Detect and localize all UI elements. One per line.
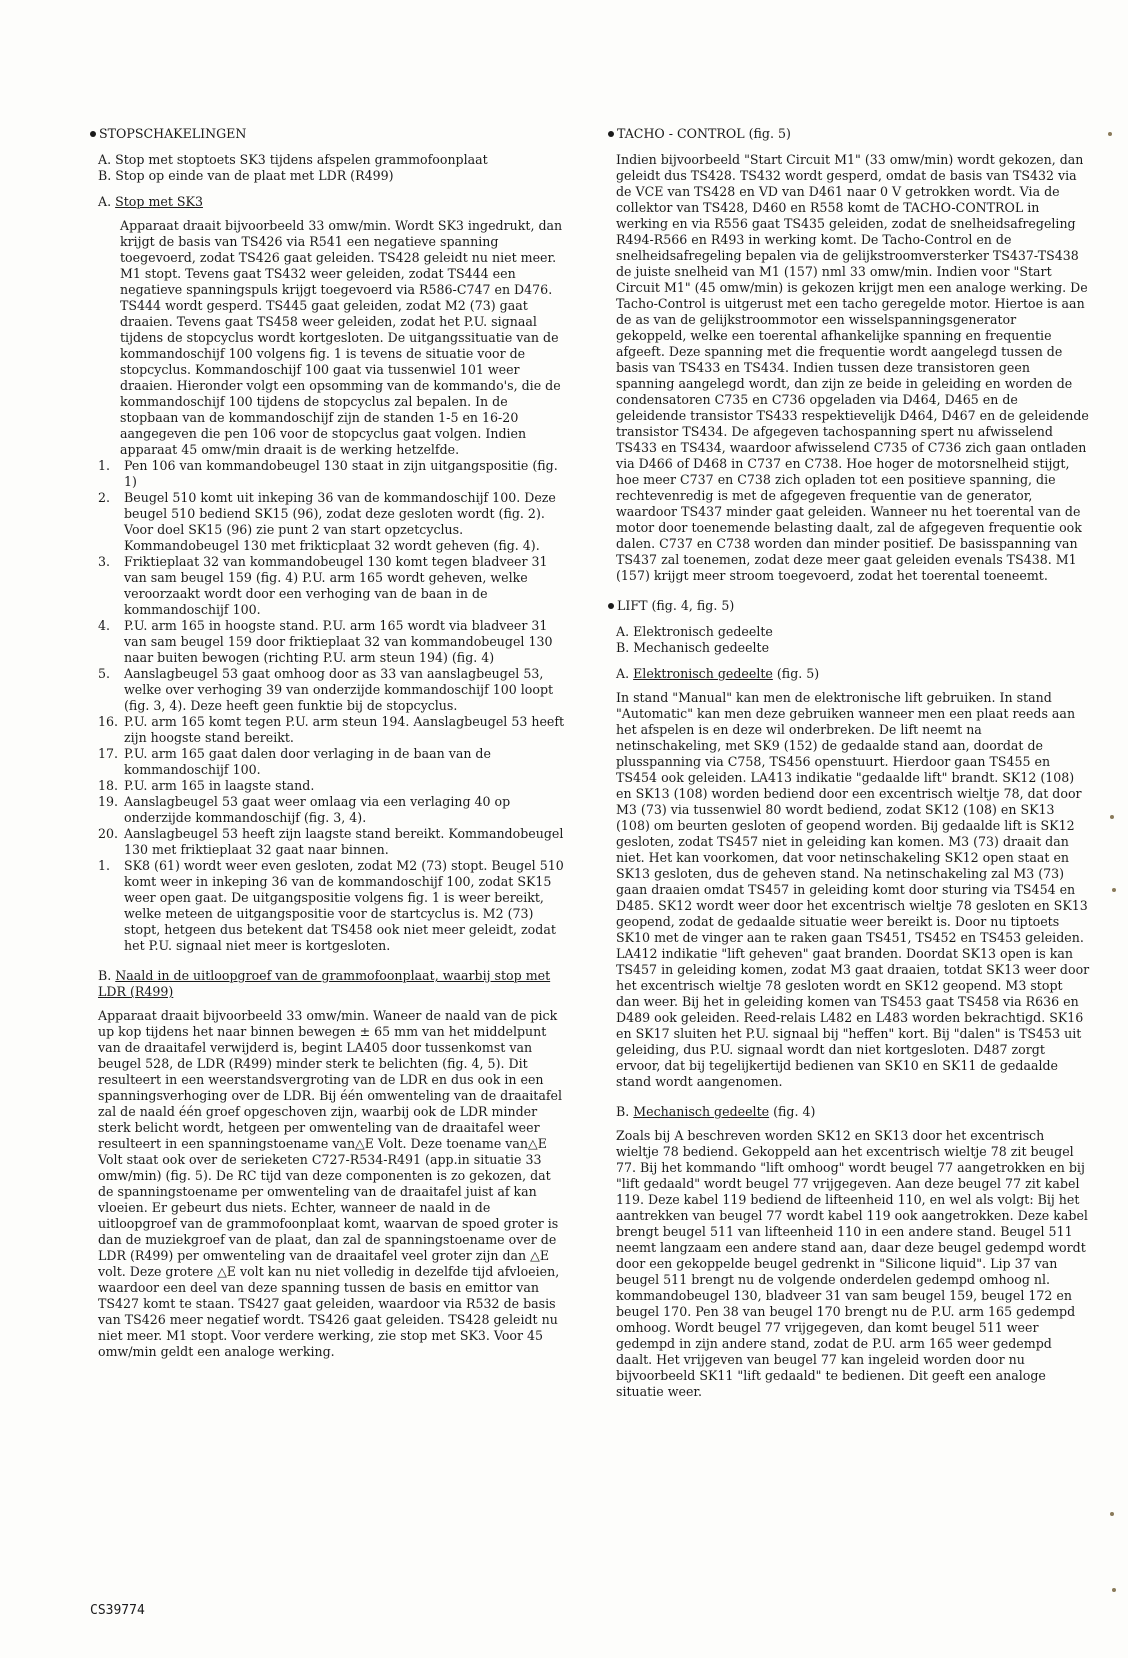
- subheading-lift-elektronisch: A. Elektronisch gedeelte (fig. 5): [616, 666, 820, 681]
- step-item: 20. Aanslagbeugel 53 heeft zijn laagste stand bereikt. Kommandobeugel 130 met friktieplaat 32 gaat naar binnen.: [98, 826, 564, 857]
- bullet-icon: [608, 603, 614, 609]
- scan-speck: [1110, 1512, 1114, 1516]
- list-item: A. Elektronisch gedeelte: [616, 624, 773, 639]
- step-item: 3. Friktieplaat 32 van kommandobeugel 130 komt tegen bladveer 31 van sam beugel 159 (fig. 4) P.U. arm 165 wordt geheven, welke veroorzaakt wordt door een verhoging van de baan in de kommandoschijf 100.: [98, 554, 548, 617]
- step-item: 17. P.U. arm 165 gaat dalen door verlaging in de baan van de kommandoschijf 100.: [98, 746, 491, 777]
- bullet-icon: [90, 131, 96, 137]
- step-item: 19. Aanslagbeugel 53 gaat weer omlaag via een verlaging 40 op onderzijde kommandoschijf (fig. 3, 4).: [98, 794, 511, 825]
- scan-speck: [1108, 132, 1112, 136]
- step-item: 5. Aanslagbeugel 53 gaat omhoog door as 33 van aanslagbeugel 53, welke over verhoging 39 van onderzijde kommandoschijf 100 loopt (fig. 3, 4). Deze heeft geen funktie bij de stopcyclus.: [98, 666, 554, 713]
- step-item: 1. SK8 (61) wordt weer even gesloten, zodat M2 (73) stopt. Beugel 510 komt weer in inkeping 36 van de kommandoschijf 100, zodat SK15 weer open gaat. De uitgangspositie volgens fig. 1 is weer bereikt, welke meteen de uitgangspositie voor de startcyclus is. M2 (73) stopt, hetgeen dus betekent dat TS458 ook niet meer geleidt, zodat het P.U. signaal niet meer is kortgesloten.: [98, 858, 564, 953]
- stop-steps-list: [98, 458, 565, 954]
- subheading-lift-mechanisch: B. Mechanisch gedeelte (fig. 4): [616, 1104, 816, 1119]
- paragraph-lift-mechanisch: Zoals bij A beschreven worden SK12 en SK13 door het excentrisch wieltje 78 bediend. Gekoppeld aan het excentrisch wieltje 78 zit beugel 77. Bij het kommando "lift omhoog" wordt beugel 77 aangetrokken en bij "lift gedaald" wordt beugel 77 vrijgegeven. Aan deze beugel 77 zit kabel 119. Deze kabel 119 bediend de lifteenheid 110, en wel als volgt: Bij het aantrekken van beugel 77 wordt kabel 119 ook aangetrokken. Deze kabel brengt beugel 511 van lifteenheid 110 in een andere stand. Beugel 511 neemt langzaam een andere stand aan, daar deze beugel gedempd wordt door een gekoppelde beugel gedrenkt in "Silicone liquid". Lip 37 van beugel 511 brengt nu de volgende onderdelen gedempd omhoog nl. kommandobeugel 130, bladveer 31 van sam beugel 159, beugel 172 en beugel 170. Pen 38 van beugel 170 brengt nu de P.U. arm 165 gedempd omhoog. Wordt beugel 77 vrijgegeven, dan komt beugel 511 weer gedempd in zijn andere stand, zodat de P.U. arm 165 weer gedempd daalt. Het vrijgeven van beugel 77 kan ingeleid worden door nu bijvoorbeeld SK11 "lift gedaald" te bedienen. Dit geeft een analoge situatie weer.: [616, 1128, 1088, 1399]
- paragraph-stop-ldr: Apparaat draait bijvoorbeeld 33 omw/min. Waneer de naald van de pick up kop tijdens het naar binnen bewegen ± 65 mm van het middelpunt van de draaitafel verwijderd is, begint LA405 door tussenkomst van beugel 528, de LDR (R499) minder sterk te belichten (fig. 4, 5). Dit resulteert in een weerstandsvergroting van de LDR en dus ook in een spanningsverhoging over de LDR. Bij één omwenteling van de draaitafel zal de naald één groef opgeschoven zijn, waarbij ook de LDR minder sterk belicht wordt, hetgeen per omwenteling van de draaitafel weer resulteert in een spanningstoename van△E Volt. Deze toename van△E Volt staat ook over de serieketen C727-R534-R491 (app.in situatie 33 omw/min) (fig. 5). De RC tijd van deze componenten is zo gekozen, dat de spanningstoename per omwenteling van de draaitafel juist af kan vloeien. Er gebeurt dus niets. Echter, wanneer de naald in de uitloopgroef van de grammofoonplaat komt, waarvan de spoed groter is dan de muziekgroef van de plaat, dan zal de spanningstoename over de LDR (R499) per omwenteling van de draaitafel veel groter zijn dan △E volt. Deze grotere △E volt kan nu niet volledig in dezelfde tijd afvloeien, waardoor een deel van deze spanning tussen de basis en emittor van TS427 komt te staan. TS427 gaat geleiden, waardoor via R532 de basis van TS426 meer negatief wordt. TS426 gaat geleiden. TS428 geleidt nu niet meer. M1 stopt. Voor verdere werking, zie stop met SK3. Voor 45 omw/min geldt een analoge werking.: [98, 1008, 563, 1359]
- step-item: 16. P.U. arm 165 komt tegen P.U. arm steun 194. Aanslagbeugel 53 heeft zijn hoogste stand bereikt.: [98, 714, 565, 745]
- subheading-stop-ldr: B. Naald in de uitloopgroef van de grammofoonplaat, waarbij stop met LDR (R499): [98, 968, 551, 999]
- scan-speck: [1110, 815, 1114, 819]
- section-heading-stopschakelingen: STOPSCHAKELINGEN: [90, 126, 565, 142]
- step-item: 4. P.U. arm 165 in hoogste stand. P.U. arm 165 wordt via bladveer 31 van sam beugel 159 door friktieplaat 32 van kommandobeugel 130 naar buiten bewogen (richting P.U. arm steun 194) (fig. 4): [98, 618, 553, 665]
- scan-speck: [1112, 1588, 1116, 1592]
- right-column: [608, 126, 1090, 1400]
- paragraph-stop-sk3: Apparaat draait bijvoorbeeld 33 omw/min. Wordt SK3 ingedrukt, dan krijgt de basis van TS426 via R541 een negatieve spanning toegevoerd, zodat TS426 gaat geleiden. TS428 geleidt nu niet meer. M1 stopt. Tevens gaat TS432 weer geleiden, zodat TS444 een negatieve spanningspuls krijgt toegevoerd via R586-C747 en D476. TS444 wordt gesperd. TS445 gaat geleiden, zodat M2 (73) gaat draaien. Tevens gaat TS458 weer geleiden, zodat het P.U. signaal tijdens de stopcyclus wordt kortgesloten. De uitgangssituatie van de kommandoschijf 100 volgens fig. 1 is tevens de situatie voor de stopcyclus. Kommandoschijf 100 gaat via tussenwiel 101 weer draaien. Hieronder volgt een opsomming van de kommando's, die de kommandoschijf 100 tijdens de stopcyclus zal bepalen. In de stopbaan van de kommandoschijf zijn de standen 1-5 en 16-20 aangegeven die pen 106 voor de stopcyclus gaat volgen. Indien apparaat 45 omw/min draait is de werking hetzelfde.: [120, 218, 563, 457]
- scan-speck: [1112, 888, 1116, 892]
- list-item: B. Stop op einde van de plaat met LDR (R499): [98, 168, 394, 183]
- stop-list: [98, 152, 565, 184]
- section-heading-lift: LIFT (fig. 4, fig. 5): [608, 598, 1090, 614]
- lift-list: [616, 624, 1090, 656]
- paragraph-lift-elektronisch: In stand "Manual" kan men de elektronische lift gebruiken. In stand "Automatic" kan men deze gebruiken wanneer men een plaat reeds aan het afspelen is en deze wil onderbreken. De lift neemt na netinschakeling, met SK9 (152) de gedaalde stand aan, doordat de plusspanning via C758, TS456 openstuurt. Hierdoor gaan TS455 en TS454 ook geleiden. LA413 indikatie "gedaalde lift" brandt. SK12 (108) en SK13 (108) worden bediend door een excentrisch wieltje 78, dat door M3 (73) via tussenwiel 80 wordt bediend, zodat SK12 (108) en SK13 (108) om beurten gesloten of geopend worden. Bij gedaalde lift is SK12 gesloten, zodat TS457 niet in geleiding kan komen. M3 (73) draait dan niet. Het kan voorkomen, dat voor netinschakeling SK12 open staat en SK13 gesloten, dus de geheven stand. Na netinschakeling zal M3 (73) gaan draaien omdat TS457 in geleiding komt door sturing via TS454 en D485. SK12 wordt weer door het excentrisch wieltje 78 gesloten en SK13 geopend, zodat de gedaalde situatie weer bereikt is. Door nu tiptoets SK10 met de vinger aan te raken gaan TS451, TS452 en TS453 geleiden. LA412 indikatie "lift geheven" gaat branden. Doordat SK13 open is kan TS457 in geleiding komen, zodat M3 gaat draaien, totdat SK13 weer door het excentrisch wieltje 78 gesloten wordt en SK12 geopend. M3 stopt dan weer. Bij het in geleiding komen van TS453 gaat TS458 via R636 en D489 ook geleiden. Reed-relais L482 en L483 worden bekrachtigd. SK16 en SK17 sluiten het P.U. signaal bij "heffen" kort. Bij "dalen" is TS453 uit geleiding, dus P.U. signaal wordt dan niet kortgesloten. D487 zorgt ervoor, dat bij tegelijkertijd bedienen van SK10 en SK11 de gedaalde stand wordt aangenomen.: [616, 690, 1090, 1089]
- step-item: 1. Pen 106 van kommandobeugel 130 staat in zijn uitgangspositie (fig. 1): [98, 458, 558, 489]
- document-code: CS39774: [90, 1603, 145, 1618]
- section-heading-tacho: TACHO - CONTROL (fig. 5): [608, 126, 1090, 142]
- list-item: B. Mechanisch gedeelte: [616, 640, 770, 655]
- bullet-icon: [608, 131, 614, 137]
- step-item: 18. P.U. arm 165 in laagste stand.: [98, 778, 315, 793]
- subheading-stop-sk3: A. Stop met SK3: [98, 194, 203, 209]
- paragraph-tacho: Indien bijvoorbeeld "Start Circuit M1" (33 omw/min) wordt gekozen, dan geleidt dus TS428. TS432 wordt gesperd, omdat de basis van TS432 via de VCE van TS428 en VD van D461 naar 0 V getrokken wordt. Via de collektor van TS428, D460 en R558 komt de TACHO-CONTROL in werking en via R556 gaat TS435 geleiden, zodat de snelheidsafregeling R494-R566 en R493 in werking komt. De Tacho-Control en de snelheidsafregeling bepalen via de gelijkstroomversterker TS437-TS438 de juiste snelheid van M1 (157) nml 33 omw/min. Indien voor "Start Circuit M1" (45 omw/min) is gekozen krijgt men een analoge werking. De Tacho-Control is uitgerust met een tacho geregelde motor. Hiertoe is aan de as van de gelijkstroommotor een wisselspanningsgenerator gekoppeld, welke een toerental afhankelijke spanning en frequentie afgeeft. Deze spanning met die frequentie wordt aangelegd tussen de basis van TS433 en TS434. Indien tussen deze transistoren geen spanning aangelegd wordt, dan zijn ze beide in geleiding en worden de condensatoren C735 en C736 opgeladen via D464, D465 en de geleidende transistor TS433 respektievelijk D464, D467 en de geleidende transistor TS434. De afgegeven tachospanning spert nu afwisselend TS433 en TS434, waardoor afwisselend C735 of C736 zich gaan ontladen via D466 of D468 in C737 en C738. Hoe hoger de motorsnelheid stijgt, hoe meer C737 en C738 zich opladen tot een positieve spanning, die rechtevenredig is met de afgegeven frequentie van de generator, waardoor TS437 minder gaat geleiden. Wanneer nu het toerental van de motor door toenemende belasting daalt, zal de afgegeven frequentie ook dalen. C737 en C738 worden dan minder positief. De basisspanning van TS437 zal toenemen, zodat deze meer gaat geleiden evenals TS438. M1 (157) krijgt meer stroom toegevoerd, zodat het toerental toeneemt.: [616, 152, 1089, 583]
- step-item: 2. Beugel 510 komt uit inkeping 36 van de kommandoschijf 100. Deze beugel 510 bediend SK15 (96), zodat deze gesloten wordt (fig. 2). Voor doel SK15 (96) zie punt 2 van start opzetcyclus. Kommandobeugel 130 met frikticplaat 32 wordt geheven (fig. 4).: [98, 490, 556, 553]
- left-column: [90, 126, 565, 1360]
- list-item: A. Stop met stoptoets SK3 tijdens afspelen grammofoonplaat: [98, 152, 488, 167]
